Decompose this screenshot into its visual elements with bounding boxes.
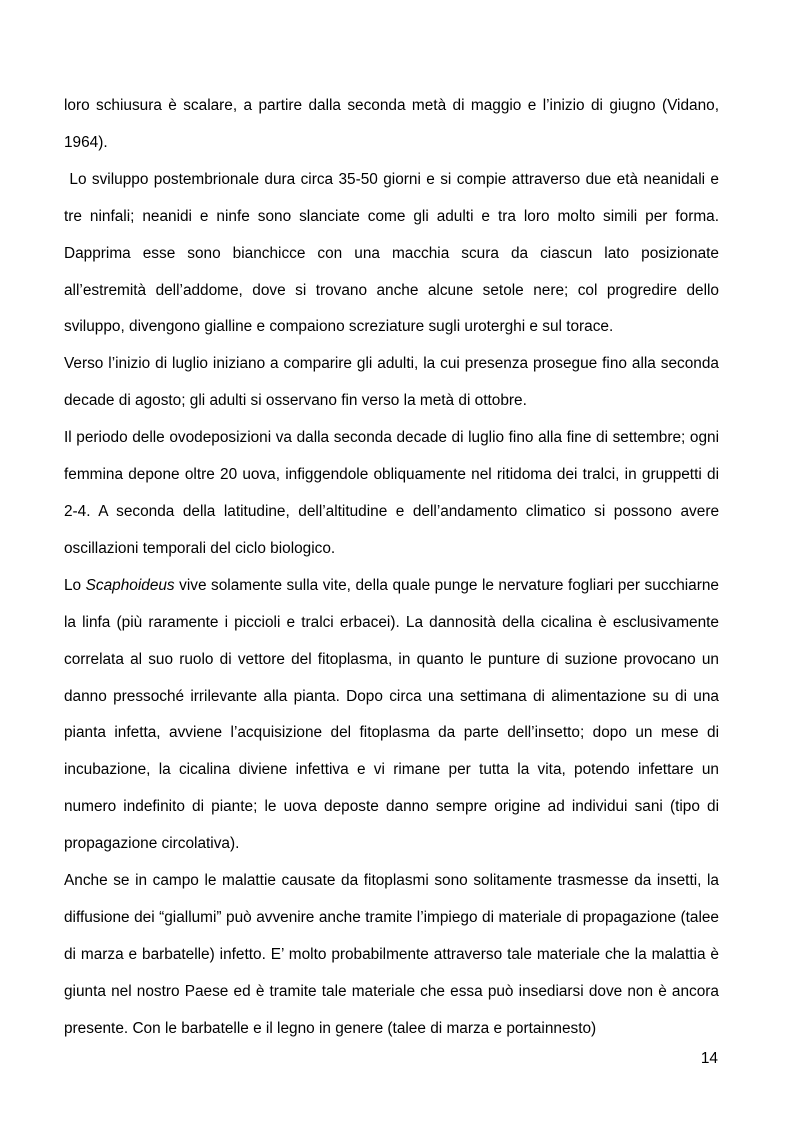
- paragraph-1-text: loro schiusura è scalare, a partire dalla seconda metà di maggio e l’inizio di giugno (Vidano, 1964).: [64, 97, 719, 151]
- paragraph-5: [64, 568, 719, 863]
- paragraph-5-species-name: Scaphoideus: [85, 576, 175, 594]
- paragraph-3: [64, 346, 719, 420]
- paragraph-2: [64, 162, 719, 347]
- paragraph-4: [64, 420, 719, 568]
- paragraph-5-before: Lo: [64, 576, 86, 594]
- paragraph-2-text: Lo sviluppo postembrionale dura circa 35-50 giorni e si compie attraverso due età neanidali e tre ninfali; neanidi e ninfe sono slanciate come gli adulti e tra loro molto simili per forma. Dapprima esse sono bianchicce con una macchia scura da ciascun lato posizionate all’estremità dell’addome, dove si trovano anche alcune setole nere; col progredire dello sviluppo, divengono gialline e compaiono screziature sugli uroterghi e sul torace.: [64, 170, 719, 336]
- paragraph-6-text: Anche se in campo le malattie causate da fitoplasmi sono solitamente trasmesse da insetti, la diffusione dei “giallumi” può avvenire anche tramite l’impiego di materiale di propagazione (talee di marza e barbatelle) infetto. E’ molto probabilmente attraverso tale materiale che la malattia è giunta nel nostro Paese ed è tramite tale materiale che essa può insediarsi dove non è ancora presente. Con le barbatelle e il legno in genere (talee di marza e portainnesto): [64, 872, 719, 1037]
- page-number: 14: [700, 1050, 718, 1067]
- body-text: [64, 88, 719, 1048]
- paragraph-5-after: vive solamente sulla vite, della quale punge le nervature fogliari per succhiarne la linfa (più raramente i piccioli e tralci erbacei). La dannosità della cicalina è esclusivamente correlata al suo ruolo di vettore del fitoplasma, in quanto le punture di suzione provocano un danno pressoché irrilevante alla pianta. Dopo circa una settimana di alimentazione su di una pianta infetta, avviene l’acquisizione del fitoplasma da parte dell’insetto; dopo un mese di incubazione, la cicalina diviene infettiva e vi rimane per tutta la vita, potendo infettare un numero indefinito di piante; le uova deposte danno sempre origine ad individui sani (tipo di propagazione circolativa).: [64, 576, 719, 853]
- paragraph-3-text: Verso l’inizio di luglio iniziano a comparire gli adulti, la cui presenza prosegue fino alla seconda decade di agosto; gli adulti si osservano fin verso la metà di ottobre.: [64, 355, 719, 410]
- paragraph-6: [64, 863, 719, 1048]
- paragraph-4-text: Il periodo delle ovodeposizioni va dalla seconda decade di luglio fino alla fine di settembre; ogni femmina depone oltre 20 uova, infiggendole obliquamente nel ritidoma dei tralci, in gruppetti di 2-4. A seconda della latitudine, dell’altitudine e dell’andamento climatico si possono avere oscillazioni temporali del ciclo biologico.: [64, 429, 719, 557]
- paragraph-1: [64, 88, 719, 162]
